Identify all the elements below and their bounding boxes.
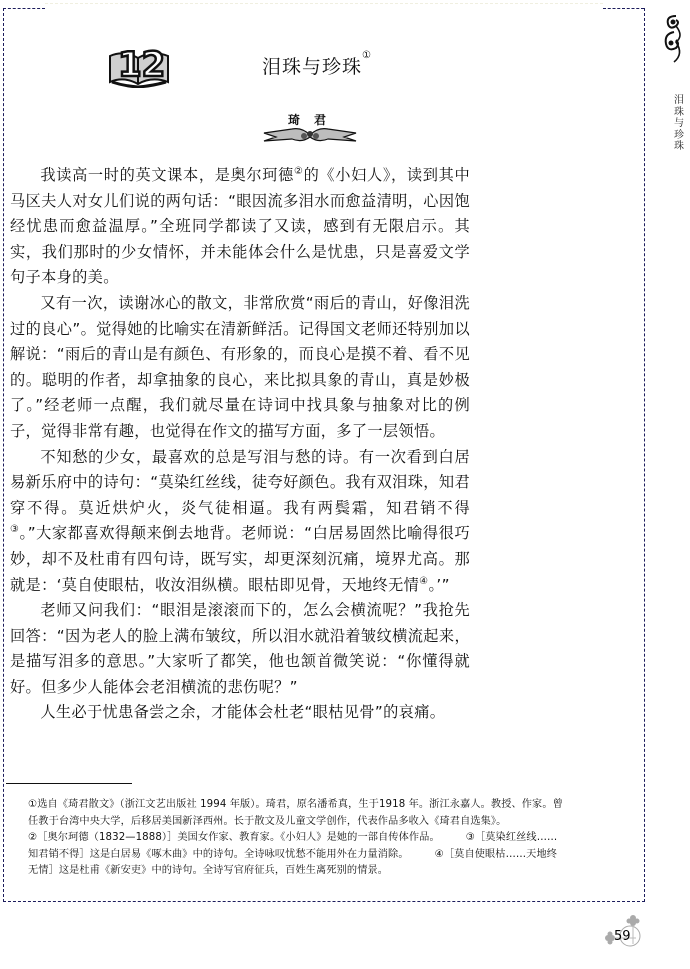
frame-top-faint-edge	[45, 3, 603, 4]
footnote-mark-3[interactable]: ③	[10, 524, 20, 536]
svg-text:12: 12	[118, 45, 166, 85]
footnote-2: ②［奥尔珂德（1832—1888）］美国女作家、教育家。《小妇人》是她的一部自传体作品。	[28, 832, 440, 843]
footnote-3-start: ③［莫染红丝线……	[465, 832, 558, 843]
footnote-2-3-line	[28, 830, 638, 847]
footnote-mark-2[interactable]: ②	[293, 165, 304, 177]
paragraph-2: 又有一次，读谢冰心的散文，非常欣赏“雨后的青山，好像泪洗过的良心”。觉得她的比喻实在清新鲜活。记得国文老师还特别加以解说：“雨后的青山是有颜色、有形象的，而良心是摸不着、看不见的。聪明的作者，却拿抽象的良心，来比拟具象的青山，真是妙极了。”经老师一点醒，我们就尽量在诗词中找具象与抽象对比的例子，觉得非常有趣，也觉得在作文的描写方面，多了一层领悟。	[10, 293, 470, 440]
footnote-mark-4[interactable]: ④	[419, 575, 429, 587]
footnote-3-4-line	[28, 847, 638, 864]
scroll-flourish-icon	[662, 12, 686, 64]
footnotes	[28, 797, 638, 880]
title-text: 泪珠与珍珠	[262, 56, 363, 78]
article-body	[10, 163, 470, 726]
frame-top-right-edge	[603, 8, 644, 9]
author-name: 琦君	[288, 113, 341, 127]
footnote-4-end: 无情］这是杜甫《新安吏》中的诗句。全诗写官府征兵，百姓生离死别的情景。	[28, 865, 389, 876]
footnote-4-start: ④［莫自使眼枯……天地终	[434, 848, 558, 860]
title-footnote-mark[interactable]: ①	[362, 50, 372, 61]
paragraph-3: 不知愁的少女，最喜欢的总是写泪与愁的诗。有一次看到白居易新乐府中的诗句：“莫染红丝线，徒夸好颜色。我有双泪珠，知君穿不得。莫近烘炉火，炎气徒相逼。我有两鬓霜，知君销不得③。”大家都喜欢得颠来倒去地背。老师说：“白居易固然比喻得很巧妙，却不及杜甫有四句诗，既写实，却更深刻沉痛，境界尤高。那就是：‘莫自使眼枯，收汝泪纵横。眼枯即见骨，天地终无情④。’”	[10, 447, 470, 594]
footnote-divider	[6, 783, 132, 784]
lesson-number-book-icon	[108, 42, 170, 88]
paragraph-4: 老师又问我们：“眼泪是滚滚而下的，怎么会横流呢？”我抢先回答：“因为老人的脸上满布皱纹，所以泪水就沿着皱纹横流起来，是描写泪多的意思。”大家听了都笑，他也颔首微笑说：“你懂得就好。但多少人能体会老泪横流的悲伤呢？”	[10, 601, 470, 696]
footnote-1-line-1: ①选自《琦君散文》（浙江文艺出版社 1994 年版）。琦君，原名潘希真，生于1918 年。浙江永嘉人。教授、作家。曾	[28, 799, 563, 810]
footnote-1-line-2: 任教于台湾中央大学，后移居美国新泽西州。长于散文及儿童文学创作，代表作品多收入《琦君自选集》。	[28, 815, 507, 827]
article-title	[262, 52, 372, 79]
paragraph-1: 我读高一时的英文课本，是奥尔珂德②的《小妇人》，读到其中马区夫人对女儿们说的两句话：“眼因流多泪水而愈益清明，心因饱经忧患而愈益温厚。”全班同学都读了又读，感到有无限启示。其实，我们那时的少女情怀，并未能体会什么是忧患，只是喜爱文学句子本身的美。	[10, 165, 470, 287]
ribbon-ornament-icon	[262, 125, 358, 145]
frame-top-left-edge	[3, 8, 45, 9]
page-number: 59	[614, 929, 631, 944]
running-title-vertical: 泪 珠 与 珍 珠	[674, 95, 684, 152]
footnote-3-end: 知君销不得］这是白居易《啄木曲》中的诗句。全诗咏叹忧愁不能用外在力量消除。	[28, 848, 409, 860]
paragraph-5: 人生必于忧患备尝之余，才能体会杜老“眼枯见骨”的哀痛。	[40, 703, 446, 722]
